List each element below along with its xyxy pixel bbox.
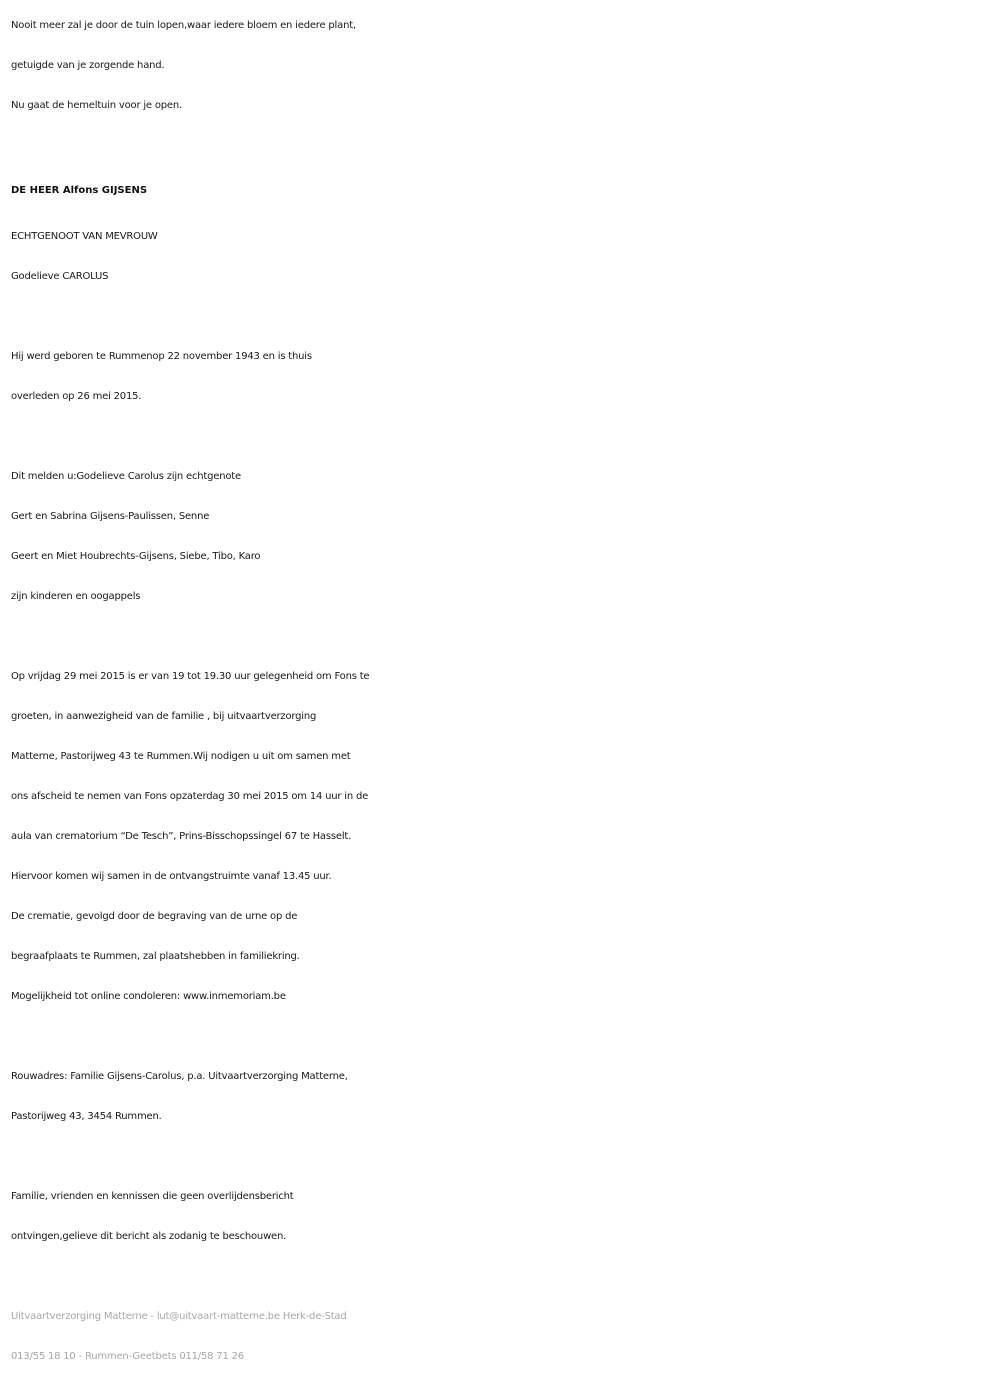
spacer bbox=[11, 1017, 991, 1057]
spacer bbox=[11, 617, 991, 657]
announcers bbox=[11, 457, 991, 617]
ceremony-line: aula van crematorium “De Tesch”, Prins-Bisschopssingel 67 te Hasselt. bbox=[11, 831, 352, 842]
birth-death-line: Hij werd geboren te Rummenop 22 november 1943 en is thuis bbox=[11, 351, 312, 362]
notice bbox=[11, 1177, 991, 1257]
announcer-line: zijn kinderen en oogappels bbox=[11, 591, 141, 602]
announcer-line: Geert en Miet Houbrechts-Gijsens, Siebe, Tibo, Karo bbox=[11, 551, 261, 562]
mourning-address bbox=[11, 1057, 991, 1137]
ceremony-line: begraafplaats te Rummen, zal plaatshebben in familiekring. bbox=[11, 951, 300, 962]
poem-line: getuigde van je zorgende hand. bbox=[11, 60, 165, 71]
birth-death-info bbox=[11, 337, 991, 417]
deceased-name-title: DE HEER Alfons GIJSENS bbox=[11, 185, 148, 196]
birth-death-line: overleden op 26 mei 2015. bbox=[11, 391, 142, 402]
poem-line: Nooit meer zal je door de tuin lopen,waar iedere bloem en iedere plant, bbox=[11, 20, 356, 31]
spouse-info bbox=[11, 217, 991, 297]
obituary-notice bbox=[11, 6, 991, 1377]
spacer bbox=[11, 417, 991, 457]
ceremony-line: De crematie, gevolgd door de begraving van de urne op de bbox=[11, 911, 298, 922]
ceremony-line: Op vrijdag 29 mei 2015 is er van 19 tot 19.30 uur gelegenheid om Fons te bbox=[11, 671, 370, 682]
announcer-line: Gert en Sabrina Gijsens-Paulissen, Senne bbox=[11, 511, 210, 522]
poem-line: Nu gaat de hemeltuin voor je open. bbox=[11, 100, 182, 111]
spacer bbox=[11, 1137, 991, 1177]
spacer bbox=[11, 1257, 991, 1297]
announcer-line: Dit melden u:Godelieve Carolus zijn echtgenote bbox=[11, 471, 241, 482]
ceremony-line: groeten, in aanwezigheid van de familie , bij uitvaartverzorging bbox=[11, 711, 317, 722]
spacer bbox=[11, 297, 991, 337]
poem bbox=[11, 6, 991, 126]
ceremony-line: Hiervoor komen wij samen in de ontvangstruimte vanaf 13.45 uur. bbox=[11, 871, 332, 882]
spouse-line: Godelieve CAROLUS bbox=[11, 271, 109, 282]
notice-line: Familie, vrienden en kennissen die geen overlijdensbericht bbox=[11, 1191, 294, 1202]
funeral-home-footer bbox=[11, 1297, 991, 1377]
address-line: Rouwadres: Familie Gijsens-Carolus, p.a. Uitvaartverzorging Matterne, bbox=[11, 1071, 348, 1082]
footer-line: Uitvaartverzorging Matterne - lut@uitvaart-matterne.be Herk-de-Stad bbox=[11, 1311, 347, 1322]
ceremony-line: ons afscheid te nemen van Fons opzaterdag 30 mei 2015 om 14 uur in de bbox=[11, 791, 369, 802]
address-line: Pastorijweg 43, 3454 Rummen. bbox=[11, 1111, 162, 1122]
condolence-line: Mogelijkheid tot online condoleren: www.inmemoriam.be bbox=[11, 991, 286, 1002]
ceremony-details bbox=[11, 657, 991, 1017]
notice-line: ontvingen,gelieve dit bericht als zodanig te beschouwen. bbox=[11, 1231, 287, 1242]
footer-line: 013/55 18 10 - Rummen-Geetbets 011/58 71 26 bbox=[11, 1351, 244, 1362]
ceremony-line: Matterne, Pastorijweg 43 te Rummen.Wij nodigen u uit om samen met bbox=[11, 751, 351, 762]
spouse-line: ECHTGENOOT VAN MEVROUW bbox=[11, 231, 158, 242]
